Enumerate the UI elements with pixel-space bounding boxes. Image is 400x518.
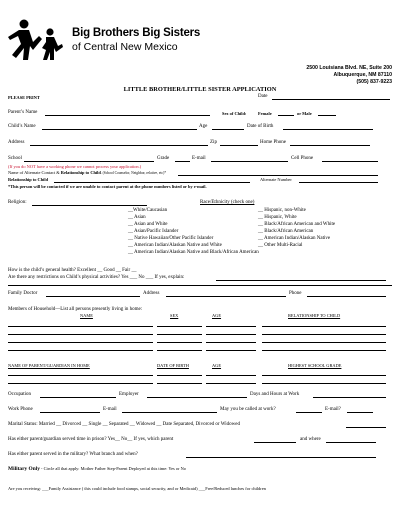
address-field[interactable] bbox=[30, 145, 208, 146]
alt-number-field[interactable] bbox=[299, 182, 378, 183]
zip-label: Zip bbox=[210, 140, 217, 145]
household-label: Members of Household—List all persons presently living in home: bbox=[8, 307, 143, 312]
family-doctor-field[interactable] bbox=[46, 296, 140, 297]
race-option[interactable]: __White/Caucasian bbox=[128, 208, 168, 213]
called-at-work-label: May you be called at work? bbox=[220, 407, 276, 412]
address-street: 2500 Louisiana Blvd. NE, Suite 200 bbox=[306, 65, 392, 71]
doctor-address-label: Address bbox=[143, 291, 160, 296]
childs-name-field[interactable] bbox=[42, 129, 197, 130]
table-row[interactable] bbox=[157, 326, 202, 327]
female-label: Female bbox=[258, 111, 272, 116]
table-row[interactable] bbox=[157, 350, 202, 351]
email-question-label: E-mail? bbox=[325, 407, 341, 412]
date-of-birth-label: Date of Birth bbox=[247, 124, 274, 129]
days-hours-label: Days and Hours at Work bbox=[250, 392, 300, 397]
race-option[interactable]: __ Asian/Pacific Islander bbox=[128, 229, 179, 234]
form-title: LITTLE BROTHER/LITTLE SISTER APPLICATION bbox=[123, 86, 277, 93]
please-print: PLEASE PRINT bbox=[8, 95, 40, 100]
address-city: Albuquerque, NM 87110 bbox=[333, 72, 392, 78]
religion-field[interactable] bbox=[32, 205, 147, 206]
doctor-phone-label: Phone bbox=[289, 291, 302, 296]
occupation-label: Occupation bbox=[8, 392, 32, 397]
table-row[interactable] bbox=[8, 342, 153, 343]
religion-label: Religion: bbox=[8, 200, 27, 205]
table-row[interactable] bbox=[157, 375, 202, 376]
age-label: Age bbox=[199, 124, 208, 129]
address-label: Address bbox=[8, 140, 25, 145]
childs-name-label: Child’s Name bbox=[8, 124, 36, 129]
home-phone-label: Home Phone bbox=[260, 140, 286, 145]
called-at-work-field[interactable] bbox=[296, 412, 322, 413]
hh-col-name: NAME bbox=[80, 313, 93, 318]
race-option[interactable]: __ Hispanic, White bbox=[258, 215, 297, 220]
contact-note: *This person will be contacted if we are unable to contact parent at the phone numbers listed or by e-mail. bbox=[8, 184, 207, 189]
table-row[interactable] bbox=[206, 326, 256, 327]
school-field[interactable] bbox=[24, 161, 154, 162]
table-row[interactable] bbox=[206, 375, 256, 376]
relationship-label: Relationship to Child bbox=[8, 177, 49, 182]
race-option[interactable]: __ Black/African American bbox=[258, 229, 314, 234]
cell-phone-field[interactable] bbox=[322, 161, 378, 162]
marital-date-field[interactable] bbox=[346, 427, 386, 428]
days-hours-field[interactable] bbox=[313, 397, 386, 398]
grade-label: Grade bbox=[157, 156, 170, 161]
age-field[interactable] bbox=[212, 129, 244, 130]
brand-subtitle: of Central New Mexico bbox=[72, 41, 178, 53]
parents-name-field[interactable] bbox=[45, 115, 210, 116]
table-row[interactable] bbox=[206, 334, 256, 335]
hh-col-age: AGE bbox=[212, 313, 222, 318]
alt-contact-label: Name of Alternate Contact & Relationship to Child. (School Counselor, Neighbor, relative, etc)* bbox=[8, 170, 167, 175]
relationship-field[interactable] bbox=[54, 182, 250, 183]
email-field[interactable] bbox=[211, 161, 288, 162]
race-option[interactable]: __ Other Multi-Racial bbox=[258, 243, 303, 248]
table-row[interactable] bbox=[262, 342, 386, 343]
employer-label: Employer bbox=[119, 392, 139, 397]
table-row[interactable] bbox=[157, 334, 202, 335]
table-row[interactable] bbox=[8, 334, 153, 335]
military-field[interactable] bbox=[186, 457, 376, 458]
no-phone-note: (If you do NOT have a working phone we cannot process your application.) bbox=[8, 164, 142, 169]
guardian-col-dob: DATE OF BIRTH bbox=[157, 363, 189, 368]
hh-col-relationship: RELATIONSHIP TO CHILD bbox=[288, 313, 341, 318]
table-row[interactable] bbox=[206, 350, 256, 351]
guardian-col-age: AGE bbox=[212, 363, 222, 368]
table-row[interactable] bbox=[8, 375, 153, 376]
table-row[interactable] bbox=[8, 326, 153, 327]
divider bbox=[8, 285, 392, 286]
table-row[interactable] bbox=[8, 350, 153, 351]
family-doctor-label: Family Doctor bbox=[8, 291, 38, 296]
home-phone-field[interactable] bbox=[290, 145, 370, 146]
marital-status: Marital Status: Married __ Divorced __ Single __ Separated __ Widowed __ Date Separated, Divorced or Widowed bbox=[8, 422, 240, 427]
prison-parent-field[interactable] bbox=[254, 442, 296, 443]
logo-figures-icon bbox=[6, 18, 64, 62]
table-row[interactable] bbox=[262, 326, 386, 327]
table-row[interactable] bbox=[157, 383, 202, 384]
guardian-col-grade: HIGHEST SCHOOL GRADE bbox=[288, 363, 342, 368]
date-field[interactable] bbox=[272, 99, 390, 100]
work-phone-label: Work Phone bbox=[8, 407, 33, 412]
restrictions-field[interactable] bbox=[216, 280, 386, 281]
address-phone: (505) 837-9223 bbox=[356, 79, 392, 85]
work-email-label: E-mail bbox=[103, 407, 117, 412]
cell-phone-label: Cell Phone bbox=[291, 156, 314, 161]
grade-field[interactable] bbox=[175, 161, 190, 162]
race-option[interactable]: __ Asian and White bbox=[128, 222, 168, 227]
race-heading: Race/Ethnicity (check one) bbox=[200, 200, 255, 205]
or-male-label: or Male bbox=[297, 111, 312, 116]
brand-name: Big Brothers Big Sisters bbox=[72, 27, 201, 39]
work-email-field[interactable] bbox=[122, 412, 217, 413]
school-label: School bbox=[8, 156, 22, 161]
table-row[interactable] bbox=[206, 383, 256, 384]
table-row[interactable] bbox=[262, 375, 386, 376]
parents-name-label: Parent’s Name bbox=[8, 110, 38, 115]
guardian-col-name: NAME OF PARENT/GUARDIAN IN HOME bbox=[8, 363, 90, 368]
date-label: Date bbox=[258, 94, 268, 99]
table-row[interactable] bbox=[262, 334, 386, 335]
health-question: How is the child’s general health? Excellent __ Good __ Fair __ bbox=[8, 268, 137, 273]
email-label: E-mail bbox=[192, 156, 206, 161]
occupation-field[interactable] bbox=[40, 397, 116, 398]
race-option[interactable]: __ Asian bbox=[128, 215, 146, 220]
race-option[interactable]: __ Black/African American and White bbox=[258, 222, 336, 227]
table-row[interactable] bbox=[157, 342, 202, 343]
race-option[interactable]: __ Native Hawaiian/Other Pacific Islander bbox=[128, 236, 214, 241]
military-only: Military Only - Circle all that apply: Mother Father Step-Parent Deployed at this time: Yes or No bbox=[8, 466, 186, 472]
prison-question: Has either parent/guardian served time in prison? Yes__ No__ If yes, which parent bbox=[8, 437, 174, 442]
date-of-birth-field[interactable] bbox=[283, 129, 373, 130]
military-question: Has either parent served in the military? What branch and when? bbox=[8, 452, 138, 457]
alt-number-label: Alternate Number bbox=[260, 177, 292, 182]
table-row[interactable] bbox=[262, 383, 386, 384]
race-option[interactable]: __ American Indian/Alaskan Native bbox=[258, 236, 331, 241]
hh-col-sex: SEX bbox=[170, 313, 179, 318]
table-row[interactable] bbox=[262, 350, 386, 351]
race-option[interactable]: __ American Indian/Alaskan Native and Black/African American bbox=[128, 250, 259, 255]
table-row[interactable] bbox=[8, 383, 153, 384]
email-question-field[interactable] bbox=[347, 412, 373, 413]
and-where-label: and where bbox=[300, 437, 321, 442]
employer-field[interactable] bbox=[147, 397, 247, 398]
table-row[interactable] bbox=[206, 342, 256, 343]
prison-where-field[interactable] bbox=[326, 442, 376, 443]
female-field[interactable] bbox=[278, 115, 294, 116]
alt-contact-field[interactable] bbox=[178, 175, 378, 176]
work-phone-field[interactable] bbox=[40, 412, 100, 413]
zip-field[interactable] bbox=[220, 145, 258, 146]
doctor-phone-field[interactable] bbox=[307, 296, 386, 297]
restrictions-question: Are there any restrictions on Child’s physical activities? Yes ___ No ___ If yes, explain: bbox=[8, 275, 185, 280]
race-option[interactable]: __ American Indian/Alaskan Native and White bbox=[128, 243, 222, 248]
male-field[interactable] bbox=[318, 115, 336, 116]
receiving-question: Are you receiving: ___Family Assistance ( this could include food stamps, social security, and or Medicaid) ___Free/Reduced lunches for children bbox=[8, 486, 266, 491]
sex-of-child-label: Sex of Child: bbox=[222, 111, 247, 116]
doctor-address-field[interactable] bbox=[166, 296, 286, 297]
race-option[interactable]: __ Hispanic, non-White bbox=[258, 208, 306, 213]
